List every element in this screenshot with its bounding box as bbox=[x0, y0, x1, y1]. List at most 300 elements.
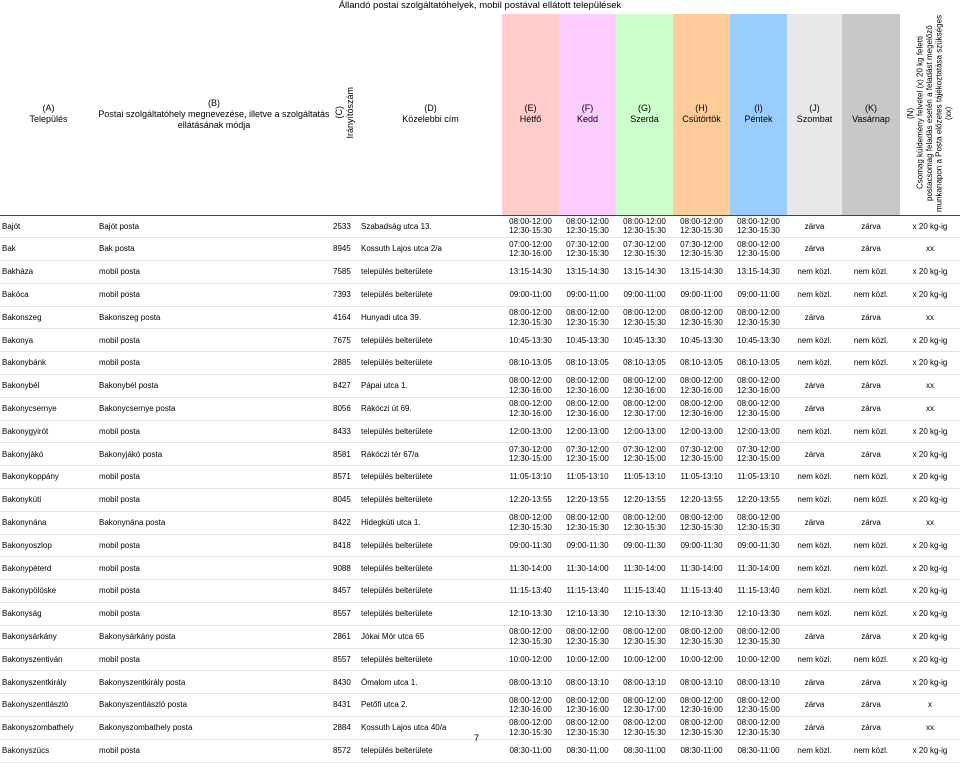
cell-telepules: Bakonynána bbox=[0, 511, 97, 534]
cell-iranyitoszam: 8557 bbox=[331, 603, 359, 626]
cell-szerda: 11:05-13:10 bbox=[616, 466, 673, 489]
cell-kozelebbi-cim: Rákóczi út 69. bbox=[359, 397, 502, 420]
cell-kedd: 07:30-12:00 12:30-15:30 bbox=[559, 238, 616, 261]
cell-vasarnap: zárva bbox=[842, 717, 900, 740]
cell-csomag: xx bbox=[900, 375, 960, 398]
col-header-csomag: (N) Csomag küldemény felvétel (x) 20 kg feletti postacsomag feladás esetén a feladást megelőző munkanapon a Posta előzetes tájékoztatása szükséges (xx) bbox=[900, 14, 960, 215]
cell-szombat: zárva bbox=[787, 215, 842, 238]
cell-telepules: Bakonyszücs bbox=[0, 739, 97, 762]
cell-szombat: zárva bbox=[787, 511, 842, 534]
cell-csomag: x 20 kg-ig bbox=[900, 648, 960, 671]
cell-kozelebbi-cim: Pápai utca 1. bbox=[359, 375, 502, 398]
cell-vasarnap: nem közl. bbox=[842, 534, 900, 557]
cell-szombat: zárva bbox=[787, 717, 842, 740]
cell-telepules: Bakonycsernye bbox=[0, 397, 97, 420]
cell-hetfo: 09:00-11:30 bbox=[502, 534, 559, 557]
cell-hetfo: 11:30-14:00 bbox=[502, 557, 559, 580]
cell-telepules: Bakonya bbox=[0, 329, 97, 352]
cell-csutortok: 08:00-12:00 12:30-16:00 bbox=[673, 694, 730, 717]
cell-hetfo: 08:00-13:10 bbox=[502, 671, 559, 694]
table-row bbox=[0, 489, 960, 512]
table-row bbox=[0, 466, 960, 489]
cell-pentek: 08:00-12:00 12:30-15:30 bbox=[730, 511, 787, 534]
cell-csomag: xx bbox=[900, 238, 960, 261]
cell-szolgaltatohely: Bakonyszombathely posta bbox=[97, 717, 331, 740]
cell-iranyitoszam: 8418 bbox=[331, 534, 359, 557]
table-row bbox=[0, 534, 960, 557]
cell-szolgaltatohely: mobil posta bbox=[97, 466, 331, 489]
cell-hetfo: 08:10-13:05 bbox=[502, 352, 559, 375]
cell-szombat: nem közl. bbox=[787, 352, 842, 375]
table-row bbox=[0, 557, 960, 580]
cell-hetfo: 08:00-12:00 12:30-16:00 bbox=[502, 694, 559, 717]
cell-kozelebbi-cim: Kossuth Lajos utca 40/a bbox=[359, 717, 502, 740]
cell-pentek: 10:00-12:00 bbox=[730, 648, 787, 671]
cell-hetfo: 08:00-12:00 12:30-15:30 bbox=[502, 215, 559, 238]
cell-kozelebbi-cim: település belterülete bbox=[359, 557, 502, 580]
cell-szombat: zárva bbox=[787, 694, 842, 717]
col-header-szolgaltatohely: (B) Postai szolgáltatóhely megnevezése, illetve a szolgáltatás ellátásának módja bbox=[97, 14, 331, 215]
cell-csomag: x 20 kg-ig bbox=[900, 603, 960, 626]
cell-csomag: x 20 kg-ig bbox=[900, 466, 960, 489]
cell-pentek: 11:05-13:10 bbox=[730, 466, 787, 489]
cell-szombat: zárva bbox=[787, 625, 842, 648]
cell-szombat: zárva bbox=[787, 375, 842, 398]
cell-szerda: 09:00-11:30 bbox=[616, 534, 673, 557]
cell-telepules: Bakonykoppány bbox=[0, 466, 97, 489]
cell-szolgaltatohely: Bakonyszentkirály posta bbox=[97, 671, 331, 694]
cell-iranyitoszam: 2861 bbox=[331, 625, 359, 648]
cell-iranyitoszam: 8433 bbox=[331, 420, 359, 443]
cell-hetfo: 07:30-12:00 12:30-15:00 bbox=[502, 443, 559, 466]
cell-csutortok: 08:00-12:00 12:30-15:30 bbox=[673, 306, 730, 329]
cell-csutortok: 08:00-13:10 bbox=[673, 671, 730, 694]
cell-kozelebbi-cim: település belterülete bbox=[359, 329, 502, 352]
cell-pentek: 11:30-14:00 bbox=[730, 557, 787, 580]
cell-szerda: 12:10-13:30 bbox=[616, 603, 673, 626]
cell-kozelebbi-cim: település belterülete bbox=[359, 603, 502, 626]
cell-vasarnap: nem közl. bbox=[842, 352, 900, 375]
cell-szombat: nem közl. bbox=[787, 557, 842, 580]
cell-szombat: nem közl. bbox=[787, 420, 842, 443]
cell-hetfo: 10:45-13:30 bbox=[502, 329, 559, 352]
cell-kedd: 08:00-12:00 12:30-15:30 bbox=[559, 306, 616, 329]
cell-pentek: 08:00-12:00 12:30-15:30 bbox=[730, 306, 787, 329]
cell-telepules: Bakonyszentlászló bbox=[0, 694, 97, 717]
cell-kozelebbi-cim: Rákóczi tér 67/a bbox=[359, 443, 502, 466]
cell-szerda: 08:00-12:00 12:30-15:30 bbox=[616, 306, 673, 329]
cell-hetfo: 13:15-14:30 bbox=[502, 261, 559, 284]
table-row bbox=[0, 671, 960, 694]
col-header-kedd: (F) Kedd bbox=[559, 14, 616, 215]
cell-kedd: 08:00-12:00 12:30-15:30 bbox=[559, 625, 616, 648]
cell-hetfo: 12:10-13:30 bbox=[502, 603, 559, 626]
cell-csutortok: 08:00-12:00 12:30-16:00 bbox=[673, 375, 730, 398]
cell-pentek: 12:00-13:00 bbox=[730, 420, 787, 443]
cell-szerda: 08:00-12:00 12:30-16:00 bbox=[616, 375, 673, 398]
cell-iranyitoszam: 8945 bbox=[331, 238, 359, 261]
cell-pentek: 12:10-13:30 bbox=[730, 603, 787, 626]
cell-kozelebbi-cim: Hunyadi utca 39. bbox=[359, 306, 502, 329]
cell-csutortok: 08:10-13:05 bbox=[673, 352, 730, 375]
cell-szolgaltatohely: mobil posta bbox=[97, 420, 331, 443]
col-header-hetfo: (E) Hétfő bbox=[502, 14, 559, 215]
cell-kedd: 13:15-14:30 bbox=[559, 261, 616, 284]
cell-iranyitoszam: 4164 bbox=[331, 306, 359, 329]
cell-kedd: 08:00-12:00 12:30-15:30 bbox=[559, 511, 616, 534]
table-row bbox=[0, 306, 960, 329]
table-body bbox=[0, 215, 960, 762]
cell-kedd: 12:20-13:55 bbox=[559, 489, 616, 512]
cell-telepules: Bajót bbox=[0, 215, 97, 238]
cell-vasarnap: zárva bbox=[842, 375, 900, 398]
cell-kozelebbi-cim: település belterülete bbox=[359, 283, 502, 306]
cell-kozelebbi-cim: település belterülete bbox=[359, 534, 502, 557]
cell-pentek: 08:00-12:00 12:30-15:30 bbox=[730, 625, 787, 648]
table-row bbox=[0, 261, 960, 284]
table-row bbox=[0, 625, 960, 648]
cell-pentek: 08:00-12:00 12:30-15:00 bbox=[730, 397, 787, 420]
cell-csutortok: 08:00-12:00 12:30-15:30 bbox=[673, 511, 730, 534]
cell-iranyitoszam: 8572 bbox=[331, 739, 359, 762]
cell-szerda: 07:30-12:00 12:30-15:30 bbox=[616, 238, 673, 261]
page-title: Állandó postai szolgáltatóhelyek, mobil postával ellátott települések bbox=[338, 0, 622, 11]
col-header-szombat: (J) Szombat bbox=[787, 14, 842, 215]
cell-iranyitoszam: 7393 bbox=[331, 283, 359, 306]
cell-hetfo: 08:00-12:00 12:30-15:30 bbox=[502, 625, 559, 648]
cell-iranyitoszam: 8056 bbox=[331, 397, 359, 420]
cell-kedd: 08:00-12:00 12:30-16:00 bbox=[559, 397, 616, 420]
cell-kedd: 11:15-13:40 bbox=[559, 580, 616, 603]
cell-telepules: Bakonypölöske bbox=[0, 580, 97, 603]
cell-szolgaltatohely: mobil posta bbox=[97, 489, 331, 512]
table-row bbox=[0, 397, 960, 420]
cell-vasarnap: nem közl. bbox=[842, 329, 900, 352]
cell-csutortok: 11:30-14:00 bbox=[673, 557, 730, 580]
cell-kedd: 10:00-12:00 bbox=[559, 648, 616, 671]
cell-szolgaltatohely: mobil posta bbox=[97, 648, 331, 671]
cell-iranyitoszam: 9088 bbox=[331, 557, 359, 580]
cell-kozelebbi-cim: Jókai Mór utca 65 bbox=[359, 625, 502, 648]
cell-csomag: x 20 kg-ig bbox=[900, 671, 960, 694]
cell-vasarnap: nem közl. bbox=[842, 489, 900, 512]
cell-csomag: x 20 kg-ig bbox=[900, 534, 960, 557]
cell-iranyitoszam: 7585 bbox=[331, 261, 359, 284]
cell-csomag: xx bbox=[900, 511, 960, 534]
cell-szerda: 08:00-13:10 bbox=[616, 671, 673, 694]
cell-hetfo: 11:05-13:10 bbox=[502, 466, 559, 489]
cell-iranyitoszam: 8557 bbox=[331, 648, 359, 671]
cell-csomag: x 20 kg-ig bbox=[900, 261, 960, 284]
cell-pentek: 08:00-12:00 12:30-15:30 bbox=[730, 215, 787, 238]
cell-csutortok: 09:00-11:00 bbox=[673, 283, 730, 306]
cell-csutortok: 11:05-13:10 bbox=[673, 466, 730, 489]
cell-csutortok: 10:00-12:00 bbox=[673, 648, 730, 671]
table-row bbox=[0, 420, 960, 443]
cell-kedd: 08:10-13:05 bbox=[559, 352, 616, 375]
cell-kedd: 08:00-12:00 12:30-16:00 bbox=[559, 375, 616, 398]
cell-vasarnap: nem közl. bbox=[842, 466, 900, 489]
cell-csomag: x 20 kg-ig bbox=[900, 329, 960, 352]
table-row bbox=[0, 717, 960, 740]
cell-vasarnap: zárva bbox=[842, 625, 900, 648]
cell-hetfo: 10:00-12:00 bbox=[502, 648, 559, 671]
cell-szombat: zárva bbox=[787, 306, 842, 329]
cell-szolgaltatohely: mobil posta bbox=[97, 603, 331, 626]
cell-szerda: 12:00-13:00 bbox=[616, 420, 673, 443]
cell-szerda: 08:00-12:00 12:30-17:00 bbox=[616, 694, 673, 717]
cell-szolgaltatohely: mobil posta bbox=[97, 534, 331, 557]
cell-szolgaltatohely: mobil posta bbox=[97, 329, 331, 352]
cell-hetfo: 11:15-13:40 bbox=[502, 580, 559, 603]
cell-iranyitoszam: 7675 bbox=[331, 329, 359, 352]
cell-iranyitoszam: 8571 bbox=[331, 466, 359, 489]
cell-hetfo: 12:00-13:00 bbox=[502, 420, 559, 443]
cell-csutortok: 11:15-13:40 bbox=[673, 580, 730, 603]
cell-pentek: 08:00-13:10 bbox=[730, 671, 787, 694]
cell-vasarnap: zárva bbox=[842, 694, 900, 717]
cell-kozelebbi-cim: Hidegkúti utca 1. bbox=[359, 511, 502, 534]
cell-hetfo: 08:00-12:00 12:30-15:30 bbox=[502, 511, 559, 534]
cell-vasarnap: nem közl. bbox=[842, 603, 900, 626]
cell-szolgaltatohely: mobil posta bbox=[97, 557, 331, 580]
cell-pentek: 08:00-12:00 12:30-15:00 bbox=[730, 694, 787, 717]
cell-pentek: 09:00-11:00 bbox=[730, 283, 787, 306]
cell-szerda: 07:30-12:00 12:30-15:00 bbox=[616, 443, 673, 466]
col-header-pentek: (I) Péntek bbox=[730, 14, 787, 215]
cell-vasarnap: zárva bbox=[842, 306, 900, 329]
cell-pentek: 10:45-13:30 bbox=[730, 329, 787, 352]
cell-kozelebbi-cim: település belterülete bbox=[359, 261, 502, 284]
cell-kozelebbi-cim: település belterülete bbox=[359, 648, 502, 671]
col-header-szerda: (G) Szerda bbox=[616, 14, 673, 215]
page-number: 7 bbox=[474, 733, 480, 743]
cell-kedd: 08:30-11:00 bbox=[559, 739, 616, 762]
cell-szombat: zárva bbox=[787, 671, 842, 694]
table-row bbox=[0, 694, 960, 717]
cell-szerda: 10:00-12:00 bbox=[616, 648, 673, 671]
cell-szombat: nem közl. bbox=[787, 603, 842, 626]
cell-pentek: 08:00-12:00 12:30-15:00 bbox=[730, 238, 787, 261]
cell-pentek: 13:15-14:30 bbox=[730, 261, 787, 284]
cell-vasarnap: nem közl. bbox=[842, 261, 900, 284]
cell-kedd: 11:30-14:00 bbox=[559, 557, 616, 580]
post-office-table bbox=[0, 14, 960, 763]
cell-csomag: x bbox=[900, 694, 960, 717]
cell-kedd: 08:00-12:00 12:30-15:30 bbox=[559, 215, 616, 238]
cell-csutortok: 08:00-12:00 12:30-15:30 bbox=[673, 625, 730, 648]
cell-vasarnap: zárva bbox=[842, 238, 900, 261]
table-row bbox=[0, 648, 960, 671]
cell-vasarnap: nem közl. bbox=[842, 283, 900, 306]
cell-kozelebbi-cim: település belterülete bbox=[359, 580, 502, 603]
cell-kozelebbi-cim: Petőfi utca 2. bbox=[359, 694, 502, 717]
cell-kedd: 08:00-12:00 12:30-15:30 bbox=[559, 717, 616, 740]
cell-telepules: Bakonybél bbox=[0, 375, 97, 398]
cell-csutortok: 08:30-11:00 bbox=[673, 739, 730, 762]
cell-szerda: 13:15-14:30 bbox=[616, 261, 673, 284]
cell-szombat: nem közl. bbox=[787, 739, 842, 762]
col-header-vasarnap: (K) Vasárnap bbox=[842, 14, 900, 215]
cell-telepules: Bakonyság bbox=[0, 603, 97, 626]
cell-kedd: 09:00-11:00 bbox=[559, 283, 616, 306]
cell-pentek: 09:00-11:30 bbox=[730, 534, 787, 557]
cell-szerda: 08:30-11:00 bbox=[616, 739, 673, 762]
cell-csutortok: 09:00-11:30 bbox=[673, 534, 730, 557]
cell-csutortok: 10:45-13:30 bbox=[673, 329, 730, 352]
cell-kedd: 09:00-11:30 bbox=[559, 534, 616, 557]
cell-telepules: Bakonszeg bbox=[0, 306, 97, 329]
cell-pentek: 12:20-13:55 bbox=[730, 489, 787, 512]
cell-iranyitoszam: 2884 bbox=[331, 717, 359, 740]
cell-szombat: nem közl. bbox=[787, 534, 842, 557]
cell-vasarnap: zárva bbox=[842, 671, 900, 694]
table-row bbox=[0, 375, 960, 398]
cell-szolgaltatohely: Bakonynána posta bbox=[97, 511, 331, 534]
cell-iranyitoszam: 8422 bbox=[331, 511, 359, 534]
cell-telepules: Bakonysárkány bbox=[0, 625, 97, 648]
cell-csutortok: 13:15-14:30 bbox=[673, 261, 730, 284]
cell-hetfo: 08:00-12:00 12:30-15:30 bbox=[502, 717, 559, 740]
cell-vasarnap: nem közl. bbox=[842, 739, 900, 762]
cell-csomag: x 20 kg-ig bbox=[900, 489, 960, 512]
cell-kedd: 11:05-13:10 bbox=[559, 466, 616, 489]
cell-telepules: Bakonyszombathely bbox=[0, 717, 97, 740]
cell-pentek: 08:30-11:00 bbox=[730, 739, 787, 762]
cell-telepules: Bakonyszentiván bbox=[0, 648, 97, 671]
cell-szombat: zárva bbox=[787, 443, 842, 466]
cell-csomag: x 20 kg-ig bbox=[900, 420, 960, 443]
cell-hetfo: 08:00-12:00 12:30-16:00 bbox=[502, 375, 559, 398]
table-row bbox=[0, 511, 960, 534]
cell-kedd: 10:45-13:30 bbox=[559, 329, 616, 352]
cell-szolgaltatohely: Bak posta bbox=[97, 238, 331, 261]
cell-hetfo: 08:30-11:00 bbox=[502, 739, 559, 762]
cell-telepules: Bakonyoszlop bbox=[0, 534, 97, 557]
cell-csutortok: 07:30-12:00 12:30-15:00 bbox=[673, 443, 730, 466]
cell-szerda: 10:45-13:30 bbox=[616, 329, 673, 352]
cell-szombat: zárva bbox=[787, 397, 842, 420]
cell-csomag: x 20 kg-ig bbox=[900, 580, 960, 603]
cell-vasarnap: zárva bbox=[842, 215, 900, 238]
cell-iranyitoszam: 8457 bbox=[331, 580, 359, 603]
cell-szerda: 08:00-12:00 12:30-15:30 bbox=[616, 511, 673, 534]
cell-kozelebbi-cim: település belterülete bbox=[359, 352, 502, 375]
cell-csomag: x 20 kg-ig bbox=[900, 625, 960, 648]
cell-szerda: 08:00-12:00 12:30-17:00 bbox=[616, 397, 673, 420]
cell-hetfo: 08:00-12:00 12:30-15:30 bbox=[502, 306, 559, 329]
cell-hetfo: 08:00-12:00 12:30-16:00 bbox=[502, 397, 559, 420]
col-header-iranyitoszam: (C) Irányítószám bbox=[331, 14, 359, 215]
cell-szombat: nem közl. bbox=[787, 648, 842, 671]
cell-szerda: 08:00-12:00 12:30-15:30 bbox=[616, 717, 673, 740]
cell-csomag: x 20 kg-ig bbox=[900, 283, 960, 306]
cell-pentek: 07:30-12:00 12:30-15:00 bbox=[730, 443, 787, 466]
col-header-csutortok: (H) Csütörtök bbox=[673, 14, 730, 215]
cell-telepules: Bakonybánk bbox=[0, 352, 97, 375]
cell-csomag: xx bbox=[900, 397, 960, 420]
cell-hetfo: 12:20-13:55 bbox=[502, 489, 559, 512]
cell-kozelebbi-cim: település belterülete bbox=[359, 739, 502, 762]
cell-csutortok: 12:20-13:55 bbox=[673, 489, 730, 512]
cell-iranyitoszam: 8431 bbox=[331, 694, 359, 717]
col-header-kozelebbi-cim: (D) Közelebbi cím bbox=[359, 14, 502, 215]
cell-telepules: Bakonygyirót bbox=[0, 420, 97, 443]
cell-hetfo: 07:00-12:00 12:30-16:00 bbox=[502, 238, 559, 261]
cell-kozelebbi-cim: település belterülete bbox=[359, 466, 502, 489]
cell-szombat: nem közl. bbox=[787, 580, 842, 603]
cell-iranyitoszam: 8045 bbox=[331, 489, 359, 512]
cell-vasarnap: zárva bbox=[842, 511, 900, 534]
cell-szerda: 11:15-13:40 bbox=[616, 580, 673, 603]
cell-iranyitoszam: 8581 bbox=[331, 443, 359, 466]
cell-telepules: Bakháza bbox=[0, 261, 97, 284]
table-row bbox=[0, 352, 960, 375]
cell-szombat: nem közl. bbox=[787, 329, 842, 352]
cell-szolgaltatohely: Bakonyszentlászló posta bbox=[97, 694, 331, 717]
cell-csomag: x 20 kg-ig bbox=[900, 215, 960, 238]
cell-szerda: 12:20-13:55 bbox=[616, 489, 673, 512]
cell-csomag: x 20 kg-ig bbox=[900, 557, 960, 580]
cell-telepules: Bakonykúti bbox=[0, 489, 97, 512]
cell-telepules: Bak bbox=[0, 238, 97, 261]
cell-szolgaltatohely: Bakonszeg posta bbox=[97, 306, 331, 329]
cell-szolgaltatohely: mobil posta bbox=[97, 261, 331, 284]
cell-szolgaltatohely: Bakonysárkány posta bbox=[97, 625, 331, 648]
cell-kedd: 08:00-12:00 12:30-16:00 bbox=[559, 694, 616, 717]
cell-szerda: 09:00-11:00 bbox=[616, 283, 673, 306]
cell-csutortok: 12:10-13:30 bbox=[673, 603, 730, 626]
cell-kedd: 07:30-12:00 12:30-15:00 bbox=[559, 443, 616, 466]
cell-telepules: Bakonypéterd bbox=[0, 557, 97, 580]
cell-vasarnap: nem közl. bbox=[842, 648, 900, 671]
cell-szombat: nem közl. bbox=[787, 489, 842, 512]
cell-kozelebbi-cim: település belterülete bbox=[359, 489, 502, 512]
cell-telepules: Bakonyszentkirály bbox=[0, 671, 97, 694]
cell-csutortok: 08:00-12:00 12:30-15:30 bbox=[673, 717, 730, 740]
cell-csutortok: 08:00-12:00 12:30-15:30 bbox=[673, 215, 730, 238]
cell-szolgaltatohely: Bakonyjákó posta bbox=[97, 443, 331, 466]
cell-csutortok: 12:00-13:00 bbox=[673, 420, 730, 443]
cell-kozelebbi-cim: Kossuth Lajos utca 2/a bbox=[359, 238, 502, 261]
table-header-row bbox=[0, 14, 960, 215]
cell-pentek: 11:15-13:40 bbox=[730, 580, 787, 603]
cell-csomag: x 20 kg-ig bbox=[900, 443, 960, 466]
cell-szombat: nem közl. bbox=[787, 466, 842, 489]
cell-szerda: 08:10-13:05 bbox=[616, 352, 673, 375]
cell-szombat: nem közl. bbox=[787, 261, 842, 284]
cell-szolgaltatohely: Bajót posta bbox=[97, 215, 331, 238]
cell-szombat: nem közl. bbox=[787, 283, 842, 306]
table-row bbox=[0, 580, 960, 603]
cell-csomag: x 20 kg-ig bbox=[900, 739, 960, 762]
cell-iranyitoszam: 8430 bbox=[331, 671, 359, 694]
cell-szolgaltatohely: mobil posta bbox=[97, 283, 331, 306]
cell-szolgaltatohely: mobil posta bbox=[97, 352, 331, 375]
cell-pentek: 08:00-12:00 12:30-15:30 bbox=[730, 717, 787, 740]
cell-csomag: xx bbox=[900, 717, 960, 740]
cell-csutortok: 07:30-12:00 12:30-15:30 bbox=[673, 238, 730, 261]
cell-szolgaltatohely: Bakonycsernye posta bbox=[97, 397, 331, 420]
cell-kozelebbi-cim: Szabadság utca 13. bbox=[359, 215, 502, 238]
cell-kedd: 08:00-13:10 bbox=[559, 671, 616, 694]
cell-vasarnap: zárva bbox=[842, 443, 900, 466]
cell-szombat: zárva bbox=[787, 238, 842, 261]
table-row bbox=[0, 443, 960, 466]
cell-vasarnap: nem közl. bbox=[842, 580, 900, 603]
cell-pentek: 08:10-13:05 bbox=[730, 352, 787, 375]
table-row bbox=[0, 329, 960, 352]
